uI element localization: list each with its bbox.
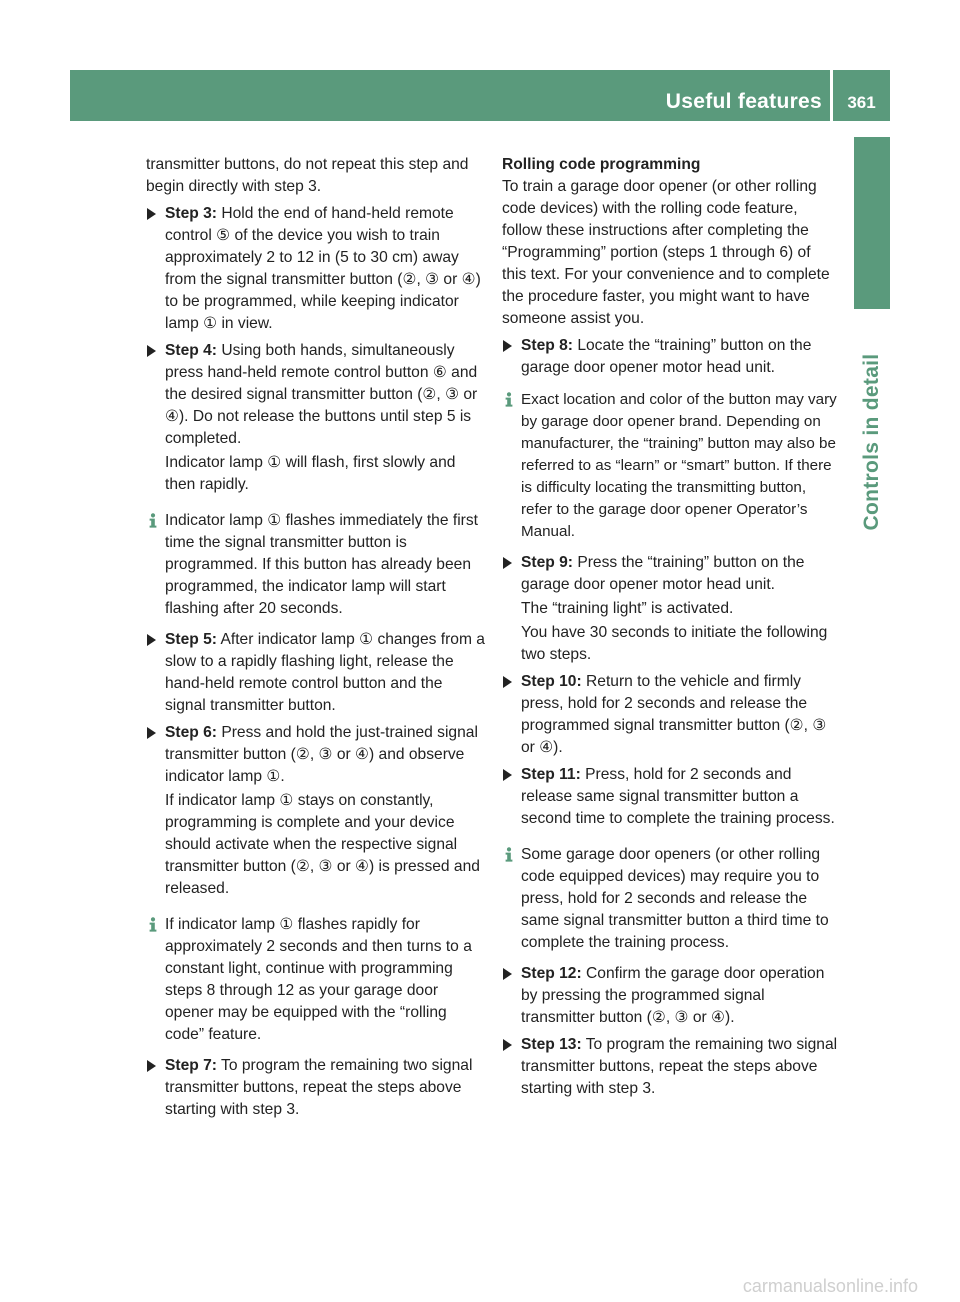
step-text: Press the “training” button on the garage door opener motor head unit. — [521, 554, 805, 593]
chapter-tab — [854, 137, 890, 309]
step-12 — [502, 963, 838, 1029]
continuation-text: transmitter buttons, do not repeat this step and begin directly with step 3. — [146, 156, 469, 195]
step-label: Step 5: — [165, 631, 217, 648]
step-8 — [502, 335, 838, 379]
step-text: To program the remaining two signal transmitter buttons, repeat the steps above starting with step 3. — [165, 1057, 473, 1118]
step-11 — [502, 764, 838, 830]
info-text: Indicator lamp ① flashes immediately the first time the signal transmitter button is programmed. If this button has already been programmed, the indicator lamp will start flashing after 20 seconds. — [165, 512, 478, 617]
step-text: Press, hold for 2 seconds and release same signal transmitter button a second time to complete the training process. — [521, 766, 835, 827]
watermark[interactable]: carmanualsonline.info — [742, 1276, 918, 1296]
step-7 — [146, 1055, 486, 1121]
info-note — [146, 914, 486, 1046]
step-arrow-icon — [503, 676, 512, 688]
step-arrow-icon — [147, 727, 156, 739]
step-arrow-icon — [503, 769, 512, 781]
step-9 — [502, 552, 838, 666]
step-text: After indicator lamp ① changes from a slow to a rapidly flashing light, release the hand-held remote control button and the signal transmitter button. — [165, 631, 485, 714]
chapter-label-text: Controls in detail — [860, 353, 883, 531]
info-icon — [146, 513, 160, 528]
step-label: Step 6: — [165, 724, 217, 741]
info-note — [502, 844, 838, 954]
step-text: Using both hands, simultaneously press hand-held remote control button ⑥ and the desired signal transmitter button (②, ③ or ④). Do not release the buttons until step 5 is completed. — [165, 342, 478, 447]
step-arrow-icon — [147, 208, 156, 220]
step-6 — [146, 722, 486, 900]
step-label: Step 11: — [521, 766, 581, 783]
info-text: If indicator lamp ① flashes rapidly for approximately 2 seconds and then turns to a constant light, continue with programming steps 8 through 12 as your garage door opener may be equipped with the “rolling code” feature. — [165, 916, 472, 1043]
step-10 — [502, 671, 838, 759]
step-text: Locate the “training” button on the garage door opener motor head unit. — [521, 337, 812, 376]
step-5 — [146, 629, 486, 717]
step-label: Step 13: — [521, 1036, 582, 1053]
step-arrow-icon — [147, 1060, 156, 1072]
step-label: Step 9: — [521, 554, 573, 571]
left-column — [146, 154, 486, 1121]
section-intro: To train a garage door opener (or other rolling code devices) with the rolling code feature, follow these instructions after completing the “Programming” portion (steps 1 through 6) of this text. For your convenience and to complete the procedure faster, you might want to have someone assist you. — [502, 178, 830, 327]
step-arrow-icon — [147, 634, 156, 646]
info-icon — [146, 917, 160, 932]
step-result: The “training light” is activated. — [521, 600, 734, 617]
step-label: Step 8: — [521, 337, 573, 354]
step-note: You have 30 seconds to initiate the following two steps. — [521, 624, 828, 663]
step-text: Return to the vehicle and firmly press, hold for 2 seconds and release the programmed signal transmitter button (②, ③ or ④). — [521, 673, 827, 756]
page-header — [70, 70, 890, 121]
info-icon — [502, 392, 516, 407]
section-heading: Rolling code programming — [502, 156, 701, 173]
step-label: Step 7: — [165, 1057, 217, 1074]
info-text: Some garage door openers (or other rolling code equipped devices) may require you to press, hold for 2 seconds and release the same signal transmitter button a third time to complete the training process. — [521, 846, 829, 951]
page-number: 361 — [847, 93, 876, 112]
info-text: Exact location and color of the button may vary by garage door opener brand. Depending on manufacturer, the “training” button may also be referred to as “learn” or “smart” button. If there is difficulty locating the transmitting button, refer to the garage door opener Operator’s Manual. — [521, 391, 837, 540]
info-note — [146, 510, 486, 620]
step-label: Step 12: — [521, 965, 582, 982]
chapter-label — [852, 309, 892, 575]
step-text: To program the remaining two signal transmitter buttons, repeat the steps above starting with step 3. — [521, 1036, 838, 1097]
step-text: Confirm the garage door operation by pressing the programmed signal transmitter button (②, ③ or ④). — [521, 965, 825, 1026]
step-13 — [502, 1034, 838, 1100]
step-result: If indicator lamp ① stays on constantly, programming is complete and your device should activate when the respective signal transmitter button (②, ③ or ④) is pressed and released. — [165, 792, 480, 897]
step-label: Step 3: — [165, 205, 217, 222]
step-arrow-icon — [503, 340, 512, 352]
info-icon — [502, 847, 516, 862]
step-label: Step 10: — [521, 673, 582, 690]
step-arrow-icon — [503, 968, 512, 980]
step-arrow-icon — [147, 345, 156, 357]
step-3 — [146, 203, 486, 335]
info-note — [502, 389, 838, 543]
right-column — [502, 154, 838, 1100]
section-title: Useful features — [665, 90, 822, 113]
step-text: Press and hold the just-trained signal transmitter button (②, ③ or ④) and observe indicator lamp ①. — [165, 724, 478, 785]
step-4 — [146, 340, 486, 496]
step-text: Hold the end of hand-held remote control ⑤ of the device you wish to train approximately 2 to 12 in (5 to 30 cm) away from the signal transmitter button (②, ③ or ④) to be programmed, while keeping indicator lamp ① in view. — [165, 205, 481, 332]
step-label: Step 4: — [165, 342, 217, 359]
step-arrow-icon — [503, 1039, 512, 1051]
step-arrow-icon — [503, 557, 512, 569]
step-result: Indicator lamp ① will flash, first slowly and then rapidly. — [165, 454, 456, 493]
